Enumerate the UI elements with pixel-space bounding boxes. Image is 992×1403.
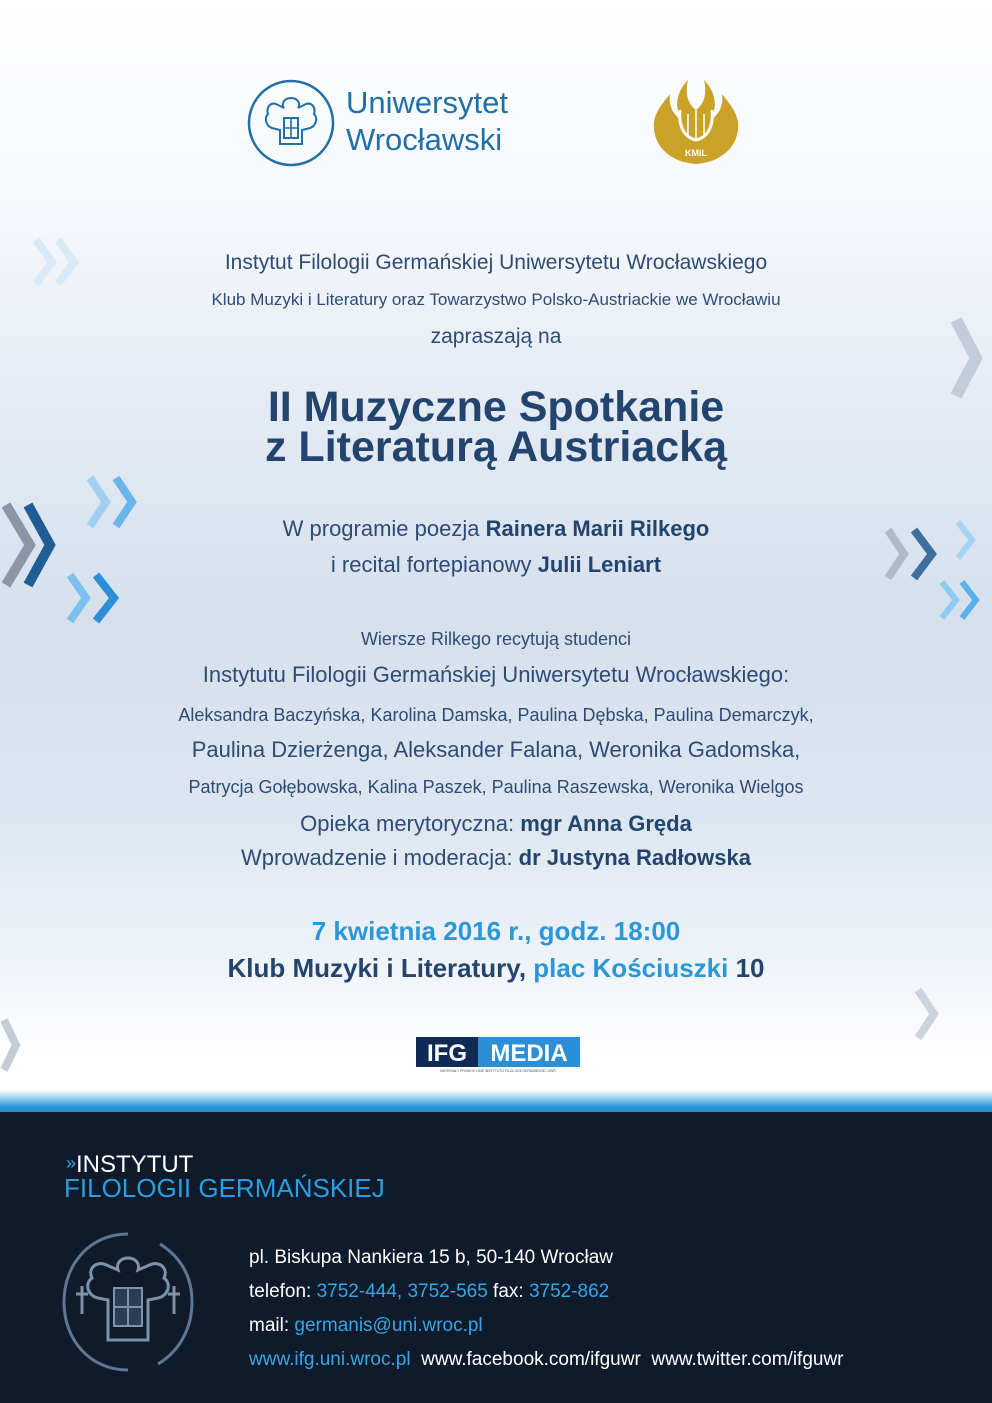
venue-number: 10: [735, 953, 765, 983]
event-location: [0, 952, 992, 984]
program-prefix-2: i recital fortepianowy: [330, 552, 538, 577]
twitter-link[interactable]: www.twitter.com/ifguwr: [651, 1349, 844, 1370]
moderation-label: Wprowadzenie i moderacja:: [241, 845, 519, 870]
mail-label: mail:: [249, 1315, 295, 1336]
supervision-label: Opieka merytoryczna:: [300, 811, 521, 836]
event-datetime: 7 kwietnia 2016 r., godz. 18:00: [311, 916, 681, 946]
reciters-names-3: Patrycja Gołębowska, Kalina Paszek, Paulina Raszewska, Weronika Wielgos: [188, 777, 804, 797]
footer-mail-line: [249, 1315, 483, 1337]
venue-address: plac Kościuszki: [533, 953, 729, 983]
university-name-line2: Wrocławski: [346, 122, 503, 157]
footer-institute-word: INSTYTUT: [76, 1151, 194, 1178]
footer-phone-line: [249, 1281, 609, 1303]
reciters-intro-1: Wiersze Rilkego recytują studenci: [360, 629, 632, 649]
fax-link[interactable]: 3752-862: [528, 1281, 610, 1302]
poet-name: Rainera Marii Rilkego: [485, 516, 710, 541]
phone-link-2[interactable]: 3752-565: [407, 1281, 488, 1302]
intro-line-1: Instytut Filologii Germańskiej Uniwersytetu Wrocławskiego: [224, 251, 768, 274]
club-badge-text: KMiL: [685, 148, 707, 158]
ifg-media-text-2: MEDIA: [490, 1040, 568, 1067]
university-logo: [246, 78, 536, 168]
supervision-line: [0, 811, 992, 837]
reciters-names-1: Aleksandra Baczyńska, Karolina Damska, Paulina Dębska, Paulina Demarczyk,: [178, 705, 814, 725]
ifg-media-text-1: IFG: [427, 1040, 467, 1067]
program-prefix-1: W programie poezja: [282, 516, 486, 541]
footer-arrow-icon: »: [66, 1153, 77, 1173]
university-name-line1: Uniwersytet: [346, 85, 508, 120]
venue-name: Klub Muzyki i Literatury,: [227, 953, 527, 983]
phone-link-1[interactable]: 3752-444: [316, 1281, 397, 1302]
reciters-names-2: Paulina Dzierżenga, Aleksander Falana, Weronika Gadomska,: [191, 737, 801, 762]
intro-line-3: zapraszają na: [430, 325, 562, 348]
phone-separator: ,: [396, 1281, 408, 1302]
ifg-media-logo: [416, 1037, 580, 1074]
phone-label: telefon:: [249, 1281, 317, 1302]
supervision-name: mgr Anna Gręda: [520, 811, 692, 836]
program-line-1: [0, 515, 992, 543]
email-link[interactable]: germanis@uni.wroc.pl: [294, 1315, 483, 1336]
footer-links-line: [249, 1349, 844, 1371]
website-link[interactable]: www.ifg.uni.wroc.pl: [249, 1349, 411, 1370]
eagle-crest-icon: [246, 78, 336, 168]
club-lyre-logo: [644, 70, 748, 170]
eagle-crest-icon: [60, 1230, 196, 1374]
footer-institute-line2: FILOLOGII GERMAŃSKIEJ: [64, 1173, 385, 1203]
footer-address: pl. Biskupa Nankiera 15 b, 50-140 Wrocław: [249, 1247, 614, 1268]
fax-label: fax:: [487, 1281, 529, 1302]
intro-line-2: Klub Muzyki i Literatury oraz Towarzystwo Polsko-Austriackie we Wrocławiu: [211, 290, 781, 309]
program-line-2: [0, 551, 992, 579]
reciters-intro-2: Instytutu Filologii Germańskiej Uniwersytetu Wrocławskiego:: [202, 662, 790, 687]
ifg-media-tagline: MATERIAŁY PROMOCYJNE INSTYTUTU FILOLOGII GERMAŃSKIEJ UWR: [440, 1069, 556, 1073]
facebook-link[interactable]: www.facebook.com/ifguwr: [421, 1349, 641, 1370]
moderation-line: [0, 845, 992, 871]
moderation-name: dr Justyna Radłowska: [518, 845, 751, 870]
event-title-line1: II Muzyczne Spotkanie: [267, 383, 725, 431]
event-title-line2: z Literaturą Austriacką: [264, 423, 728, 471]
pianist-name: Julii Leniart: [537, 552, 662, 577]
